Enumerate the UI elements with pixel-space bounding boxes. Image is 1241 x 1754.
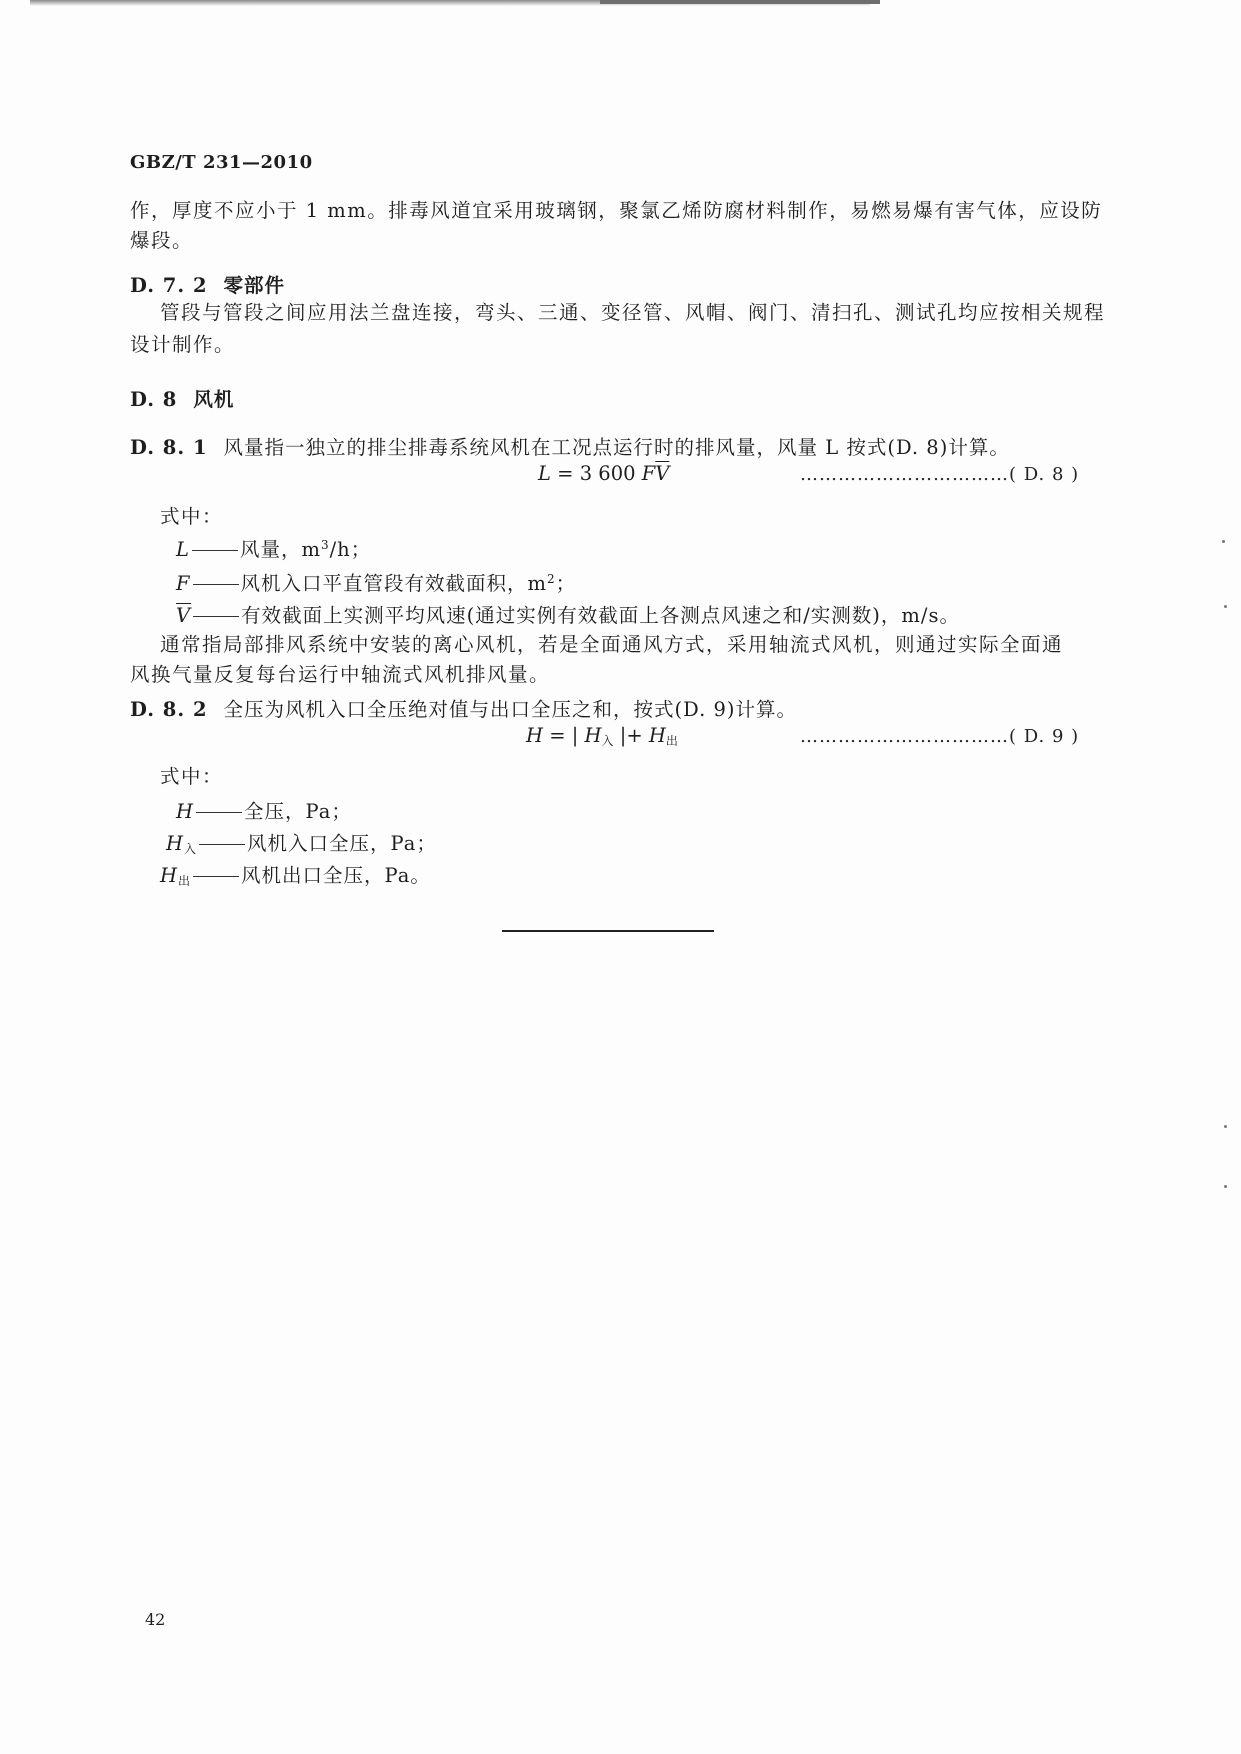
superscript: 2 <box>547 572 556 586</box>
superscript: 3 <box>320 538 330 552</box>
where-label: 式中： <box>160 505 224 528</box>
section-heading-d8 <box>130 384 234 412</box>
subscript: 出 <box>178 874 192 888</box>
clause-text: 全压为风机入口全压绝对值与出口全压之和，按式(D. 9)计算。 <box>223 698 797 721</box>
formula-symbol: H <box>648 724 666 747</box>
term-symbol: H <box>166 832 185 855</box>
d72-text-2: 设计制作。 <box>130 333 236 356</box>
term-row <box>176 600 960 628</box>
formula-symbol: $\overline{V}$ <box>655 462 670 485</box>
paragraph-continued: 作，厚度不应小于 1 mm。排毒风道宜采用玻璃钢，聚氯乙烯防腐材料制作，易燃易爆有害气体，应设防 <box>130 199 1103 222</box>
note-paragraph: 通常指局部排风系统中安装的离心风机，若是全面通风方式，采用轴流式风机，则通过实际全面通 <box>160 633 1064 656</box>
d72-text: 管段与管段之间应用法兰盘连接，弯头、三通、变径管、风帽、阀门、清扫孔、测试孔均应按相关规程 <box>160 301 1106 324</box>
term-row <box>176 796 352 824</box>
term-symbol: H <box>176 800 195 823</box>
term-symbol: H <box>160 864 179 887</box>
formula-operator: |+ <box>619 724 643 747</box>
page-number: 42 <box>145 1610 166 1629</box>
section-title: 零部件 <box>223 274 286 297</box>
standard-id: GBZ/T 231—2010 <box>130 152 313 173</box>
term-symbol: $\overline{V}$ <box>176 604 192 627</box>
clause-text: 风量指一独立的排尘排毒系统风机在工况点运行时的排风量，风量 L 按式(D. 8)计算。 <box>223 436 1010 459</box>
clause-number: D. 8. 2 <box>130 698 208 721</box>
em-dash <box>193 616 239 617</box>
scan-speck <box>1224 1185 1227 1188</box>
term-tail: /h； <box>329 538 372 561</box>
page-header <box>130 152 313 173</box>
term-description: 风机入口全压，Pa； <box>247 832 437 855</box>
clause-number: D. 8. 1 <box>130 436 208 459</box>
note-paragraph-2: 风换气量反复每台运行中轴流式风机排风量。 <box>130 663 551 686</box>
subscript: 入 <box>184 842 198 856</box>
scan-speck <box>1224 1125 1227 1128</box>
formula-operator: = 3 600 <box>557 462 636 485</box>
formula-d9 <box>526 724 678 749</box>
subscript: 入 <box>601 734 614 748</box>
em-dash <box>192 550 238 551</box>
term-description: 风机入口平直管段有效截面积，m <box>240 572 548 595</box>
formula-symbol: H <box>584 724 602 747</box>
em-dash <box>196 812 242 813</box>
term-description: 有效截面上实测平均风速(通过实例有效截面上各测点风速之和/实测数)，m/s。 <box>241 604 960 627</box>
term-row <box>176 568 576 596</box>
em-dash <box>193 584 239 585</box>
term-row <box>160 860 431 889</box>
term-row <box>166 828 437 857</box>
term-symbol: L <box>176 538 190 561</box>
scan-speck <box>1224 605 1227 608</box>
scan-edge-line <box>600 0 880 4</box>
clause-d82 <box>130 694 797 722</box>
em-dash <box>193 876 239 877</box>
term-description: 风量，m <box>239 538 321 561</box>
formula-operator: = | <box>549 724 579 747</box>
where-label: 式中： <box>160 765 224 788</box>
section-number: D. 8 <box>130 388 178 411</box>
paragraph-continued-2: 爆段。 <box>130 229 194 252</box>
formula-d8 <box>538 462 669 485</box>
formula-symbol: F <box>641 462 656 485</box>
clause-d81 <box>130 432 1010 460</box>
term-row <box>176 534 371 562</box>
formula-number: ……………………………( D. 8 ) <box>800 464 1080 485</box>
scan-speck <box>1222 540 1225 543</box>
section-heading-d72 <box>130 270 285 298</box>
formula-number: ……………………………( D. 9 ) <box>800 726 1080 747</box>
section-title: 风机 <box>193 388 235 411</box>
term-symbol: F <box>176 572 191 595</box>
term-tail: ； <box>555 572 577 595</box>
section-number: D. 7. 2 <box>130 274 208 297</box>
em-dash <box>199 844 245 845</box>
formula-symbol: H <box>526 724 544 747</box>
formula-symbol: L <box>538 462 551 485</box>
subscript: 出 <box>665 734 678 748</box>
end-rule <box>502 930 714 932</box>
term-description: 风机出口全压，Pa。 <box>241 864 431 887</box>
term-description: 全压，Pa； <box>244 800 352 823</box>
